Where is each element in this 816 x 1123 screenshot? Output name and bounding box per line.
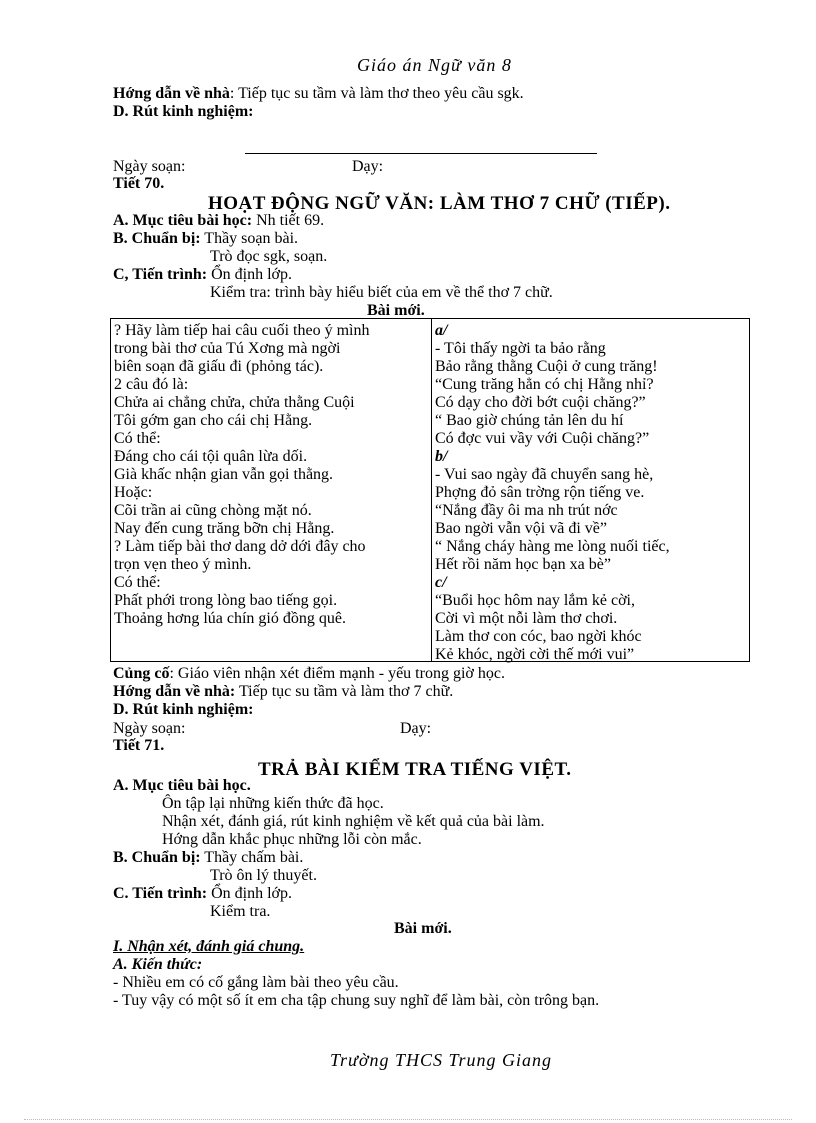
table-right-line: Có đợc vui vầy với Cuội chăng?” xyxy=(435,430,650,447)
table-right-line: Bảo rằng thằng Cuội ở cung trăng! xyxy=(435,358,658,375)
prep-text-71: Thầy chấm bài. xyxy=(200,849,304,866)
process-label: C, Tiến trình: xyxy=(113,266,208,283)
consolidate-text: : Giáo viên nhận xét điểm mạnh - yếu trong giờ học. xyxy=(169,665,505,682)
table-left-line: Thoảng hơng lúa chín gió đồng quê. xyxy=(114,610,346,627)
section-separator xyxy=(245,153,597,154)
table-left-line: Phất phới trong lòng bao tiếng gọi. xyxy=(114,592,338,609)
process-text-71: Ổn định lớp. xyxy=(207,885,292,902)
prep-label: B. Chuẩn bị: xyxy=(113,230,201,247)
process-line-71 xyxy=(113,885,292,903)
table-right-line: “Buổi học hôm nay lắm kẻ cời, xyxy=(435,592,635,609)
period-71: Tiết 71. xyxy=(113,737,165,754)
homework-line-70 xyxy=(113,683,453,701)
table-left-line: Chửa ai chẳng chửa, chửa thằng Cuội xyxy=(114,394,355,411)
page-footer: Trường THCS Trung Giang xyxy=(330,1050,552,1070)
table-left-line: Tôi gớm gan cho cái chị Hằng. xyxy=(114,412,313,429)
prep-text: Thầy soạn bài. xyxy=(200,230,299,247)
teach-label-70: Dạy: xyxy=(352,158,384,175)
new-lesson-71: Bài mới. xyxy=(394,920,452,937)
table-left-line: Có thể: xyxy=(114,430,161,447)
process-text-2-70: Kiểm tra: trình bày hiểu biết của em về thể thơ 7 chữ. xyxy=(210,284,553,301)
objective-text: Nh tiết 69. xyxy=(252,212,325,229)
table-right-line: c/ xyxy=(435,574,447,591)
table-left-line: Cõi trần ai cũng chòng mặt nó. xyxy=(114,502,312,519)
table-divider xyxy=(431,319,432,661)
table-right-line: “ Nắng cháy hàng me lòng nuối tiếc, xyxy=(435,538,670,555)
homework-text-70: Tiếp tục su tầm và làm thơ 7 chữ. xyxy=(235,683,454,700)
homework-line-top xyxy=(113,85,524,103)
table-left-line: 2 câu đó là: xyxy=(114,376,189,393)
knowledge-item-1: - Nhiều em có cố gắng làm bài theo yêu cầu. xyxy=(113,974,399,991)
table-left-line: Nay đến cung trăng bỡn chị Hằng. xyxy=(114,520,335,537)
process-text: Ổn định lớp. xyxy=(207,266,292,283)
process-label-71: C. Tiến trình: xyxy=(113,885,208,902)
table-left-line: Hoặc: xyxy=(114,484,153,501)
table-right-column xyxy=(435,322,747,664)
experience-label-70: D. Rút kinh nghiệm: xyxy=(113,701,254,718)
objective-item-1: Ôn tập lại những kiến thức đã học. xyxy=(162,795,384,812)
table-left-line: trọn vẹn theo ý mình. xyxy=(114,556,252,573)
table-right-line: Cời vì một nỗi làm thơ chơi. xyxy=(435,610,618,627)
table-right-line: Làm thơ con cóc, bao ngời khóc xyxy=(435,628,642,645)
table-right-line: Phợng đỏ sân trờng rộn tiếng ve. xyxy=(435,484,645,501)
knowledge-item-2: - Tuy vậy có một số ít em cha tập chung suy nghĩ để làm bài, còn trông bạn. xyxy=(113,992,600,1009)
prep-text-2-71: Trò ôn lý thuyết. xyxy=(210,867,317,884)
process-text-2-71: Kiểm tra. xyxy=(210,903,271,920)
homework-text: : Tiếp tục su tầm và làm thơ theo yêu cầu sgk. xyxy=(229,85,524,102)
table-right-line: Bao ngời vẫn vội vã đi về” xyxy=(435,520,607,537)
objective-item-3: Hớng dẫn khắc phục những lỗi còn mắc. xyxy=(162,831,422,848)
page-header: Giáo án Ngữ văn 8 xyxy=(357,55,512,75)
consolidate-label: Củng cố xyxy=(113,665,170,682)
prep-line-70 xyxy=(113,230,298,248)
consolidate-line xyxy=(113,665,505,683)
objective-label: A. Mục tiêu bài học: xyxy=(113,212,253,229)
period-70: Tiết 70. xyxy=(113,175,165,192)
table-right-line: “Nắng đầy ôi ma nh trút nớc xyxy=(435,502,618,519)
process-line-70 xyxy=(113,266,292,284)
experience-line-top xyxy=(113,103,253,121)
table-left-line: biên soạn đã giấu đi (phỏng tác). xyxy=(114,358,324,375)
table-right-line: “Cung trăng hẳn có chị Hằng nhỉ? xyxy=(435,376,654,393)
table-right-line: b/ xyxy=(435,448,448,465)
lesson-title-71: TRẢ BÀI KIỂM TRA TIẾNG VIỆT. xyxy=(258,759,572,780)
teach-label-71: Dạy: xyxy=(400,720,432,737)
prep-line-71 xyxy=(113,849,303,867)
new-lesson-70: Bài mới. xyxy=(367,302,425,319)
table-left-line: ? Làm tiếp bài thơ dang dở dới đây cho xyxy=(114,538,366,555)
knowledge-label: A. Kiến thức: xyxy=(113,956,203,973)
date-label-71: Ngày soạn: xyxy=(113,720,186,737)
table-right-line: - Tôi thấy ngời ta bảo rằng xyxy=(435,340,606,357)
table-left-line: ? Hãy làm tiếp hai câu cuối theo ý mình xyxy=(114,322,370,339)
homework-label: Hớng dẫn về nhà xyxy=(113,85,230,102)
prep-text-2-70: Trò đọc sgk, soạn. xyxy=(210,248,328,265)
table-right-line: Có dạy cho đời bớt cuội chăng?” xyxy=(435,394,646,411)
objective-label-71: A. Mục tiêu bài học. xyxy=(113,777,251,794)
table-right-line: - Vui sao ngày đã chuyển sang hè, xyxy=(435,466,654,483)
table-right-line: Kẻ khóc, ngời cời thế mới vui” xyxy=(435,646,635,663)
prep-label-71: B. Chuẩn bị: xyxy=(113,849,201,866)
table-right-line: Hết rồi năm học bạn xa bè” xyxy=(435,556,611,573)
table-left-line: trong bài thơ của Tú Xơng mà ngời xyxy=(114,340,341,357)
objective-item-2: Nhận xét, đánh giá, rút kinh nghiệm về kết quả của bài làm. xyxy=(162,813,545,830)
table-left-column xyxy=(114,322,428,628)
table-left-line: Già khấc nhận gian vẫn gọi thằng. xyxy=(114,466,334,483)
date-label-70: Ngày soạn: xyxy=(113,158,186,175)
section-heading: I. Nhận xét, đánh giá chung. xyxy=(113,938,305,955)
table-left-line: Có thể: xyxy=(114,574,161,591)
poem-table xyxy=(110,318,750,662)
table-right-line: “ Bao giờ chúng tản lên du hí xyxy=(435,412,624,429)
table-right-line: a/ xyxy=(435,322,448,339)
lesson-title-70: HOẠT ĐỘNG NGỮ VĂN: LÀM THƠ 7 CHỮ (TIẾP). xyxy=(208,193,671,214)
experience-suffix: : xyxy=(248,103,254,120)
experience-label: D. Rút kinh nghiệm xyxy=(113,103,249,120)
table-left-line: Đáng cho cái tội quân lừa dối. xyxy=(114,448,308,465)
page-edge-dotted-line xyxy=(24,1119,792,1120)
homework-label-70: Hớng dẫn về nhà: xyxy=(113,683,236,700)
objective-line-70 xyxy=(113,212,324,230)
